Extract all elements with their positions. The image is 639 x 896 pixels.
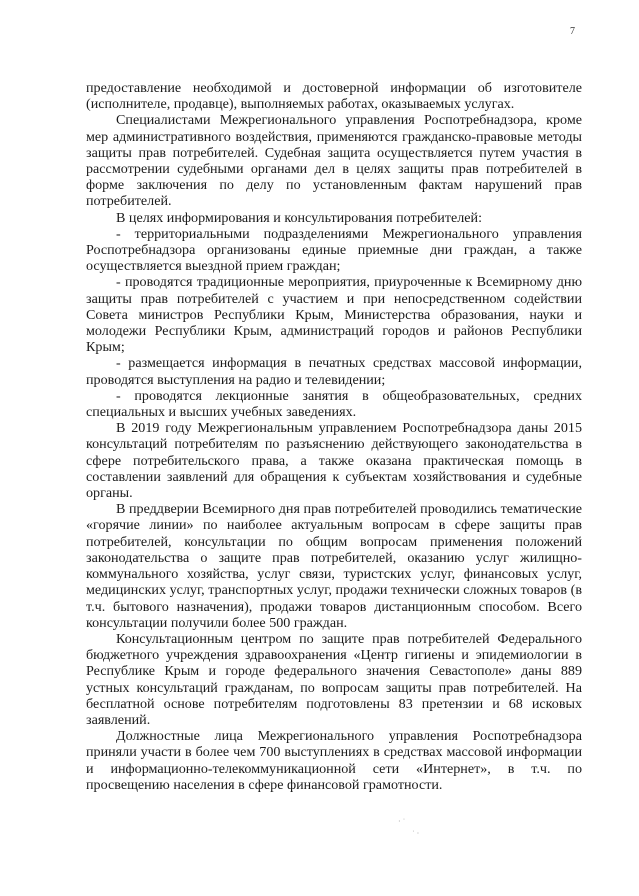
document-body [86, 80, 582, 793]
paragraph-9: В преддверии Всемирного дня прав потребителей проводились тематические «горячие линии» по наиболее актуальным вопросам в сфере защиты прав потребителей, консультации по общим вопросам применения положений законодательства о защите прав потребителей, оказанию услуг жилищно-коммунального хозяйства, услуг связи, туристских услуг, финансовых услуг, медицинских услуг, транспортных услуг, продажи технически сложных товаров (в т.ч. бытового назначения), продажи товаров дистанционным способом. Всего консультации получили более 500 граждан. [86, 501, 582, 631]
paragraph-6: - размещается информация в печатных средствах массовой информации, проводятся выступления на радио и телевидении; [86, 355, 582, 388]
scan-speck-mark: ˙ · [412, 829, 420, 838]
paragraph-3: В целях информирования и консультирования потребителей: [116, 209, 483, 226]
paragraph-10: Консультационным центром по защите прав потребителей Федерального бюджетного учреждения здравоохранения «Центр гигиены и эпидемиологии в Республике Крым и городе федерального значения Севастополе» даны 889 устных консультаций гражданам, по вопросам защиты прав потребителей. На бесплатной основе потребителям подготовлены 83 претензии и 68 исковых заявлений. [86, 630, 582, 728]
paragraph-4: - территориальными подразделениями Межрегионального управления Роспотребнадзора организованы единые приемные дни граждан, а также осуществляется выездной прием граждан; [86, 225, 582, 275]
paragraph-11: Должностные лица Межрегионального управления Роспотребнадзора приняли участи в более чем 700 выступлениях в средствах массовой информации и информационно-телекоммуникационной сети «Интернет», в т.ч. по просвещению населения в сфере финансовой грамотности. [86, 728, 582, 793]
page-number: 7 [570, 26, 575, 37]
paragraph-2: Специалистами Межрегионального управления Роспотребнадзора, кроме мер административного воздействия, применяются гражданско-правовые методы защиты прав потребителей. Судебная защита осуществляется путем участия в рассмотрении судебными органами дел в целях защиты прав потребителей в форме заключения по делу по установленным фактам нарушений прав потребителей. [86, 112, 582, 210]
paragraph-7: - проводятся лекционные занятия в общеобразовательных, средних специальных и высших учебных заведениях. [86, 387, 582, 421]
paragraph-8: В 2019 году Межрегиональным управлением Роспотребнадзора даны 2015 консультаций потребителям по разъяснению действующего законодательства в сфере потребительского права, а также оказана практическая помощь в составлении заявлений для обращения к субъектам хозяйствования и судебные органы. [86, 420, 582, 502]
scan-speck-mark: · ˙ [398, 817, 406, 826]
paragraph-1: предоставление необходимой и достоверной информации об изготовителе (исполнителе, продавце), выполняемых работах, оказываемых услугах. [86, 80, 582, 113]
paragraph-5: - проводятся традиционные мероприятия, приуроченные к Всемирному дню защиты прав потребителей с участием и при непосредственном содействии Совета министров Республики Крым, Министерства образования, науки и молодежи Республики Крым, администраций городов и районов Республики Крым; [86, 274, 582, 356]
